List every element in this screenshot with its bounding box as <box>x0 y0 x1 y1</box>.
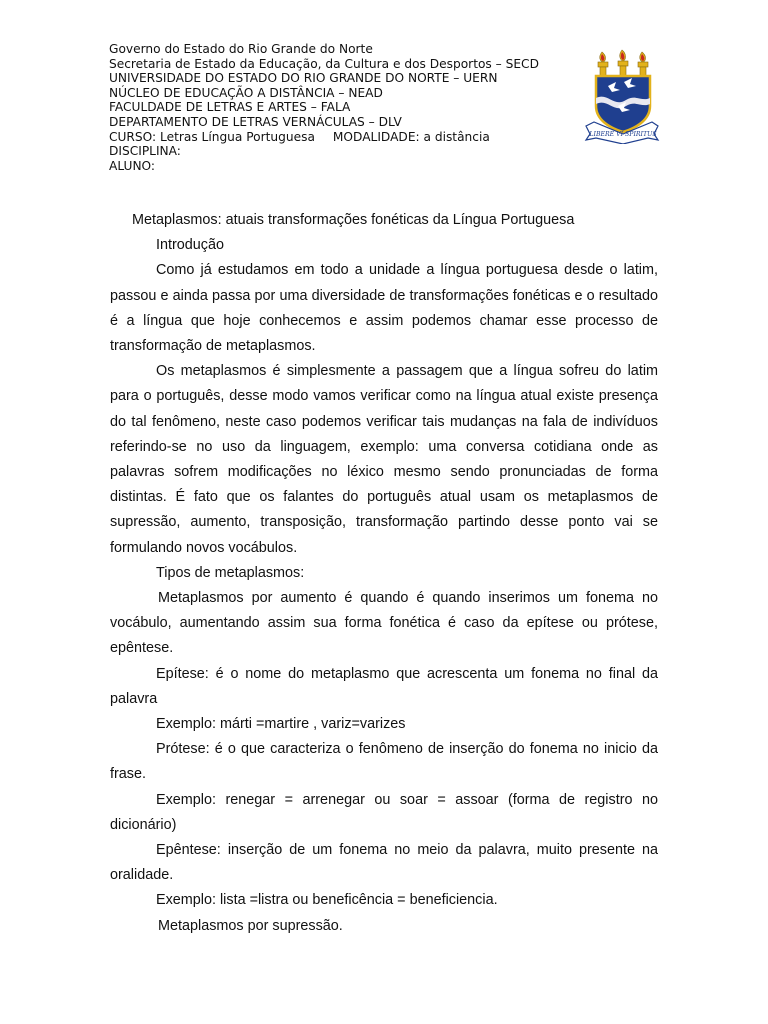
header-line-secretaria: Secretaria de Estado da Educação, da Cultura e dos Desportos – SECD <box>109 56 539 71</box>
logo-motto: LIBERE VI SPIRITUS <box>589 131 657 138</box>
header-line-departamento: DEPARTAMENTO DE LETRAS VERNÁCULAS – DLV <box>109 114 402 129</box>
header-line-aluno: ALUNO: <box>109 158 156 173</box>
paragraph-exemplo-epitese: Exemplo: márti =martire , variz=varizes <box>156 716 406 733</box>
modalidade-label: MODALIDADE: a distância <box>332 129 490 144</box>
header-line-disciplina: DISCIPLINA: <box>109 144 181 159</box>
paragraph-protese: Prótese: é o que caracteriza o fenômeno de inserção do fonema no inicio da frase. <box>110 741 658 783</box>
header-line-nucleo: NÚCLEO DE EDUCAÇÃO A DISTÂNCIA – NEAD <box>109 85 383 100</box>
paragraph-tipos: Tipos de metaplasmos: <box>156 564 305 581</box>
header-line-universidade: UNIVERSIDADE DO ESTADO DO RIO GRANDE DO NORTE – UERN <box>109 71 498 86</box>
paragraph-exemplo-protese: Exemplo: renegar = arrenegar ou soar = assoar (forma de registro no dicionário) <box>110 791 658 833</box>
paragraph-introducao: Introdução <box>156 237 225 254</box>
document-title: Metaplasmos: atuais transformações fonéticas da Língua Portuguesa <box>132 212 575 228</box>
paragraph-2: Os metaplasmos é simplesmente a passagem que a língua sofreu do latim para o português, desse modo vamos verificar como na língua atual existe presença do tal fenômeno, neste caso podemos verificar tais mudanças na fala de indivíduos referindo-se no uso da linguagem, exemplo: uma conversa cotidiana onde as palavras sofrem modificações no léxico mesmo sendo pronunciadas de forma distintas. É fato que os falantes do português atual usam os metaplasmos de supressão, aumento, transposição, transformação partindo desse ponto vai se formulando novos vocábulos. <box>110 363 658 556</box>
uern-logo-icon <box>584 48 660 144</box>
paragraph-supressao: Metaplasmos por supressão. <box>158 917 343 934</box>
paragraph-aumento: Metaplasmos por aumento é quando é quando inserimos um fonema no vocábulo, aumentando assim sua forma fonética é caso da epítese ou prótese, epêntese. <box>110 590 658 657</box>
institution-header <box>109 42 579 173</box>
paragraph-epentese: Epêntese: inserção de um fonema no meio da palavra, muito presente na oralidade. <box>110 842 658 884</box>
curso-label: CURSO: Letras Língua Portuguesa <box>109 129 315 144</box>
header-line-curso <box>109 130 579 145</box>
paragraph-1: Como já estudamos em todo a unidade a língua portuguesa desde o latim, passou e ainda passa por uma diversidade de transformações fonéticas e o resultado é a língua que hoje conhecemos e assim podemos chamar esse processo de transformação de metaplasmos. <box>110 262 658 355</box>
document-body <box>110 208 658 939</box>
header-line-governo: Governo do Estado do Rio Grande do Norte <box>109 42 373 56</box>
paragraph-exemplo-epentese: Exemplo: lista =listra ou beneficência = beneficiencia. <box>156 892 498 909</box>
paragraph-epitese: Epítese: é o nome do metaplasmo que acrescenta um fonema no final da palavra <box>110 665 658 707</box>
header-line-faculdade: FACULDADE DE LETRAS E ARTES – FALA <box>109 100 351 115</box>
